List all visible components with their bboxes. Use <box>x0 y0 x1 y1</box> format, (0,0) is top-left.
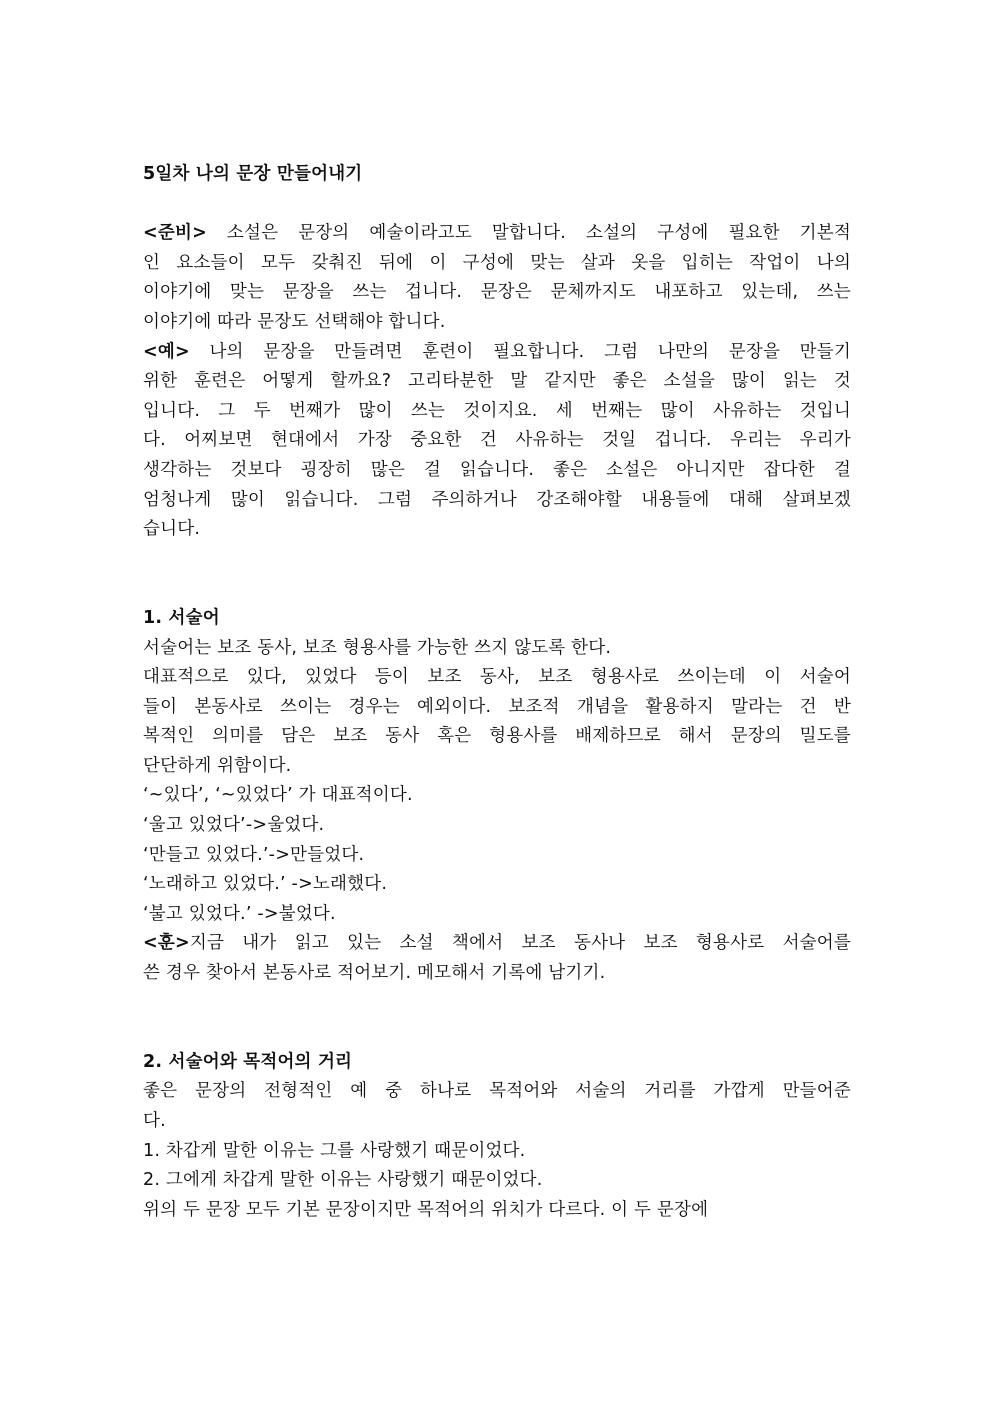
text-line: 이야기에 맞는 문장을 쓰는 겁니다. 문장은 문체까지도 내포하고 있는데, 쓰는 <box>143 282 851 303</box>
text-line: 쓴 경우 찾아서 본동사로 적어보기. 메모해서 기록에 남기기. <box>143 963 606 984</box>
text-line: 들이 본동사로 쓰이는 경우는 예외이다. 보조적 개념을 활용하지 말라는 건 반 <box>143 696 851 717</box>
spacer <box>143 545 851 604</box>
intro-paragraph <box>143 219 851 545</box>
text-line: 대표적으로 있다, 있었다 등이 보조 동사, 보조 형용사로 쓰이는데 이 서술어 <box>143 667 851 688</box>
text-line: 이야기에 따라 문장도 선택해야 합니다. <box>143 311 446 332</box>
section-heading: 1. 서술어 <box>143 607 220 628</box>
text-line: 서술어는 보조 동사, 보조 형용사를 가능한 쓰지 않도록 한다. <box>143 637 612 658</box>
text-line: 2. 그에게 차갑게 말한 이유는 사랑했기 때문이었다. <box>143 1170 543 1191</box>
text-line: 나의 문장을 만들려면 훈련이 필요합니다. 그럼 나만의 문장을 만들기 <box>189 341 851 362</box>
text-line: 좋은 문장의 전형적인 예 중 하나로 목적어와 서술의 거리를 가깝게 만들어준 <box>143 1081 851 1102</box>
text-line: 소설은 문장의 예술이라고도 말합니다. 소설의 구성에 필요한 기본적 <box>206 223 851 244</box>
text-line: 엄청나게 많이 읽습니다. 그럼 주의하거나 강조해야할 내용들에 대해 살펴보겠 <box>143 489 851 510</box>
text-line: ‘불고 있었다.’ ->불었다. <box>143 903 336 924</box>
text-line: 1. 차갑게 말한 이유는 그를 사랑했기 때문이었다. <box>143 1140 526 1161</box>
text-line: 생각하는 것보다 굉장히 많은 걸 읽습니다. 좋은 소설은 아니지만 잡다한 걸 <box>143 459 851 480</box>
text-line: 복적인 의미를 담은 보조 동사 혹은 형용사를 배제하므로 해서 문장의 밀도를 <box>143 726 851 747</box>
spacer <box>143 989 851 1048</box>
section-2 <box>143 1048 851 1226</box>
text-line: ‘~있다’, ‘~있었다’ 가 대표적이다. <box>143 785 413 806</box>
text-line: ‘만들고 있었다.’->만들었다. <box>143 844 365 865</box>
text-line: 단단하게 위함이다. <box>143 755 292 776</box>
text-line: 인 요소들이 모두 갖춰진 뒤에 이 구성에 맞는 살과 옷을 입히는 작업이 나의 <box>143 252 851 273</box>
text-line: 위한 훈련은 어떻게 할까요? 고리타분한 말 같지만 좋은 소설을 많이 읽는 것 <box>143 371 851 392</box>
example-label: <예> <box>143 341 190 362</box>
text-line: 다. <box>143 1111 166 1131</box>
exercise-label: <훈> <box>143 933 190 954</box>
section-1 <box>143 604 851 989</box>
text-line: 다. 어찌보면 현대에서 가장 중요한 건 사유하는 것일 겁니다. 우리는 우리가 <box>143 430 851 451</box>
section-heading: 2. 서술어와 목적어의 거리 <box>143 1051 353 1072</box>
text-line: 지금 내가 읽고 있는 소설 책에서 보조 동사나 보조 형용사로 서술어를 <box>189 933 851 954</box>
text-line: ‘노래하고 있었다.’ ->노래했다. <box>143 874 388 895</box>
prep-label: <준비> <box>143 223 207 244</box>
document-page <box>143 160 851 1225</box>
document-title: 5일차 나의 문장 만들어내기 <box>143 164 363 184</box>
spacer <box>143 190 851 220</box>
text-line: 입니다. 그 두 번째가 많이 쓰는 것이지요. 세 번째는 많이 사유하는 것입니 <box>143 400 851 421</box>
text-line: 위의 두 문장 모두 기본 문장이지만 목적어의 위치가 다르다. 이 두 문장에 <box>143 1199 709 1220</box>
text-line: 습니다. <box>143 519 201 540</box>
text-line: ‘울고 있었다’->울었다. <box>143 815 325 836</box>
